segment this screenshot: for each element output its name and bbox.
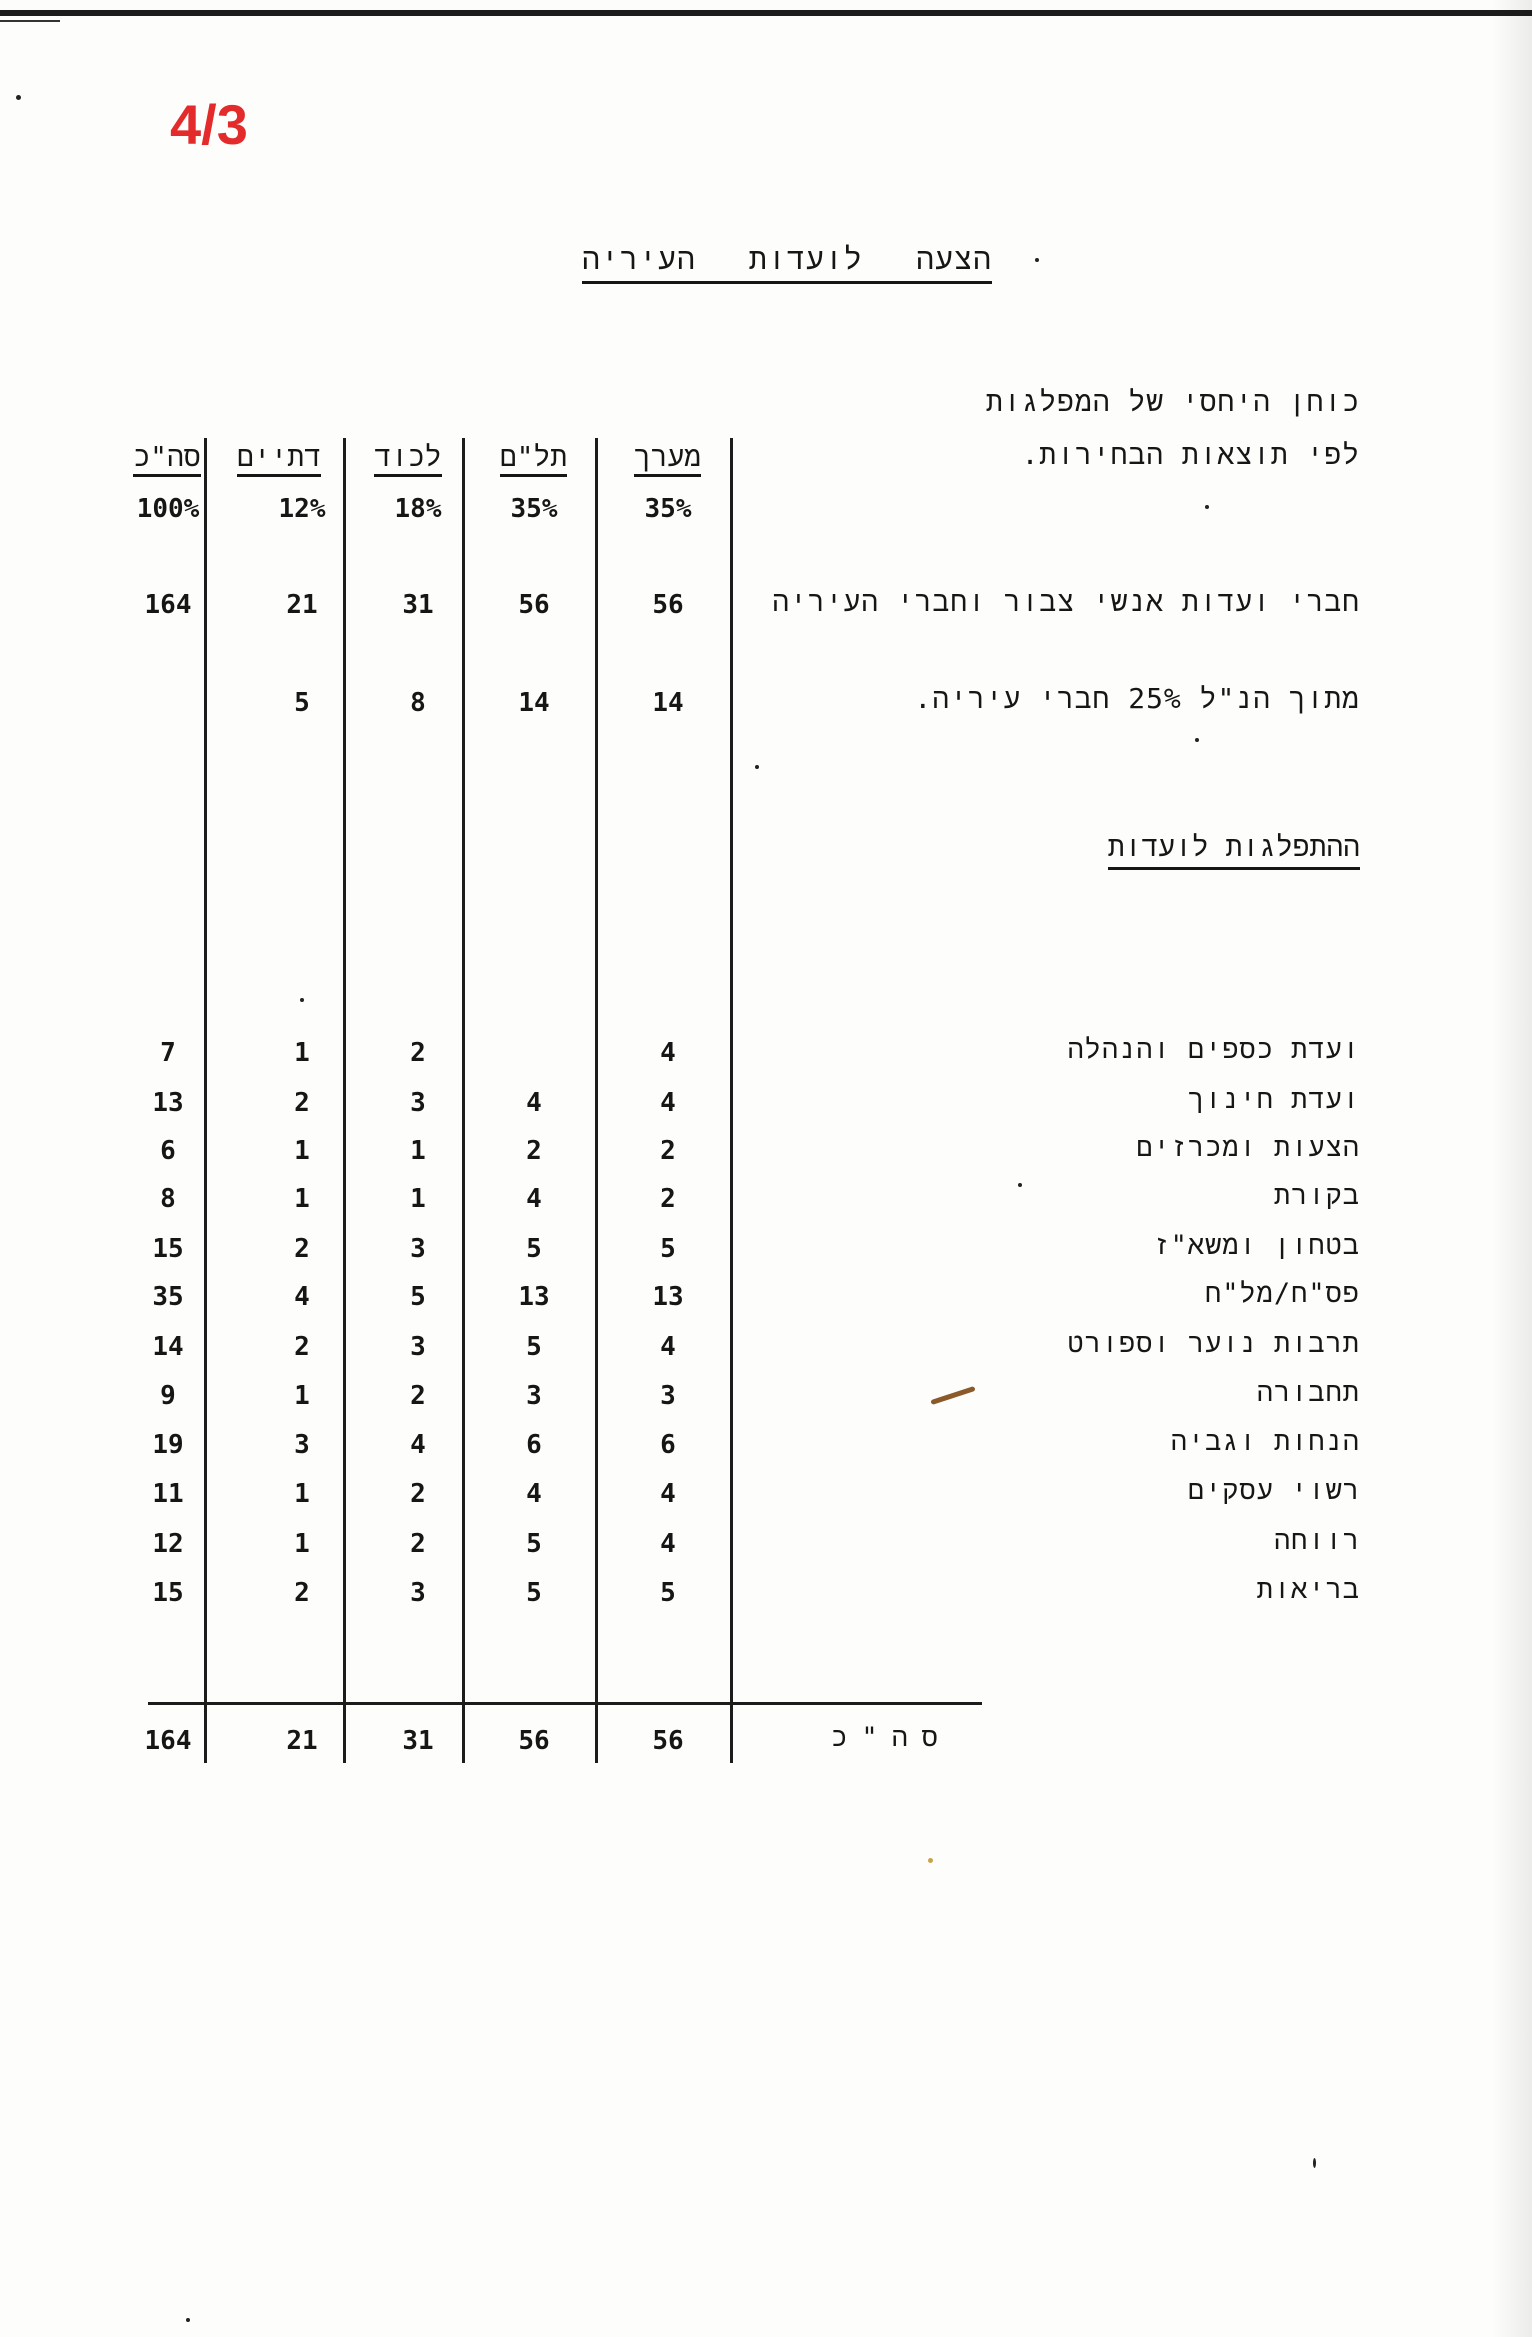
committee-cell: 4	[526, 1479, 542, 1509]
total-separator-line	[148, 1702, 982, 1705]
committee-cell: 15	[152, 1578, 184, 1608]
scan-speck	[1035, 258, 1039, 262]
committee-cell: 7	[160, 1038, 176, 1068]
members-cell: 56	[652, 590, 684, 620]
committee-cell: 1	[294, 1136, 310, 1166]
committee-cell: 19	[152, 1430, 184, 1460]
scan-speck	[1018, 1183, 1022, 1187]
committee-cell: 8	[160, 1184, 176, 1214]
distribution-heading: ההתפלגות לועדות	[1108, 830, 1360, 870]
committee-cell: 13	[152, 1088, 184, 1118]
page-stamp: 4/3	[170, 93, 248, 156]
page-edge-shadow	[1492, 0, 1532, 2337]
committee-cell: 12	[152, 1529, 184, 1559]
members-cell: 31	[402, 590, 434, 620]
intro-line-1: כוחן היחסי של המפלגות	[985, 385, 1360, 418]
committee-cell: 5	[660, 1234, 676, 1264]
top-edge-line	[0, 10, 1532, 16]
committee-cell: 6	[660, 1430, 676, 1460]
header-datiim: דתיים	[219, 440, 339, 484]
committee-name: בקורת	[1273, 1180, 1360, 1211]
committee-cell: 3	[294, 1430, 310, 1460]
members-cell: 21	[286, 590, 318, 620]
committee-cell: 14	[152, 1332, 184, 1362]
council-cell: 14	[518, 688, 550, 718]
committee-cell: 4	[660, 1038, 676, 1068]
proportion-cell: 18%	[394, 494, 442, 524]
committee-cell: 3	[410, 1332, 426, 1362]
top-edge-mark	[0, 20, 60, 22]
committee-name: רווחה	[1273, 1525, 1360, 1556]
committee-cell: 3	[526, 1381, 542, 1411]
council-cell: 14	[652, 688, 684, 718]
header-total: סה"כ	[130, 440, 204, 484]
committee-cell: 4	[660, 1088, 676, 1118]
committee-name: תרבות נוער וספורט	[1067, 1328, 1360, 1359]
committee-cell: 6	[160, 1136, 176, 1166]
committee-name: הנחות וגביה	[1170, 1426, 1360, 1457]
committee-name: בריאות	[1256, 1574, 1360, 1605]
committee-cell: 6	[526, 1430, 542, 1460]
committee-cell: 4	[294, 1282, 310, 1312]
scan-speck	[186, 2318, 190, 2322]
ink-smudge	[930, 1386, 975, 1405]
column-divider	[343, 438, 346, 1763]
committee-cell: 2	[294, 1234, 310, 1264]
committee-cell: 9	[160, 1381, 176, 1411]
committee-name: הצעות ומכרזים	[1136, 1132, 1360, 1163]
intro-line-2: לפי תוצאות הבחירות.	[1021, 438, 1360, 471]
committee-cell: 4	[526, 1184, 542, 1214]
total-cell: 21	[286, 1726, 318, 1756]
committee-cell: 1	[410, 1136, 426, 1166]
members-cell: 56	[518, 590, 550, 620]
committee-cell: 3	[660, 1381, 676, 1411]
council-row-label: מתוך הנ"ל 25% חברי עיריה.	[914, 682, 1360, 715]
scan-speck	[755, 765, 759, 769]
committee-cell: 2	[660, 1184, 676, 1214]
committee-name: בטחון ומשא"ז	[1153, 1230, 1360, 1261]
committee-cell: 2	[410, 1529, 426, 1559]
total-cell: 31	[402, 1726, 434, 1756]
proportion-cell: 100%	[136, 494, 200, 524]
committee-cell: 5	[660, 1578, 676, 1608]
header-likud: לכוד	[358, 440, 458, 484]
committee-cell: 2	[294, 1332, 310, 1362]
committee-cell: 5	[526, 1332, 542, 1362]
committee-cell: 5	[526, 1529, 542, 1559]
council-cell: 5	[294, 688, 310, 718]
total-cell: 164	[144, 1726, 192, 1756]
committee-cell: 5	[526, 1234, 542, 1264]
total-cell: 56	[652, 1726, 684, 1756]
committee-cell: 13	[518, 1282, 550, 1312]
committee-cell: 3	[410, 1088, 426, 1118]
column-divider	[730, 438, 733, 1763]
total-cell: 56	[518, 1726, 550, 1756]
scan-speck	[16, 95, 21, 100]
committee-cell: 13	[652, 1282, 684, 1312]
committee-cell: 4	[410, 1430, 426, 1460]
committee-cell: 1	[294, 1381, 310, 1411]
committee-cell: 4	[660, 1529, 676, 1559]
committee-name: ועדת חינוך	[1187, 1084, 1360, 1115]
committee-cell: 35	[152, 1282, 184, 1312]
committee-cell: 2	[526, 1136, 542, 1166]
scan-speck	[1195, 738, 1199, 742]
council-cell: 8	[410, 688, 426, 718]
header-telem: תל"ם	[477, 440, 590, 484]
committee-cell: 2	[410, 1038, 426, 1068]
committee-cell: 5	[526, 1578, 542, 1608]
committee-cell: 1	[410, 1184, 426, 1214]
committee-cell: 2	[294, 1088, 310, 1118]
committee-cell: 5	[410, 1282, 426, 1312]
members-row-label: חברי ועדות אנשי צבור וחברי העיריה	[772, 585, 1360, 618]
committee-cell: 15	[152, 1234, 184, 1264]
committee-name: תחבורה	[1256, 1377, 1360, 1408]
header-maarach: מערך	[610, 440, 725, 484]
committee-name: פס"ח/מל"ח	[1205, 1278, 1360, 1309]
committee-cell: 4	[526, 1088, 542, 1118]
committee-name: רשוי עסקים	[1187, 1475, 1360, 1506]
members-cell: 164	[144, 590, 192, 620]
scan-speck	[1313, 2158, 1316, 2168]
total-row-label: סה"כ	[831, 1722, 952, 1753]
committee-cell: 4	[660, 1479, 676, 1509]
committee-cell: 11	[152, 1479, 184, 1509]
committee-cell: 2	[294, 1578, 310, 1608]
committee-cell: 3	[410, 1578, 426, 1608]
committee-cell: 1	[294, 1184, 310, 1214]
committee-cell: 1	[294, 1479, 310, 1509]
committee-name: ועדת כספים והנהלה	[1067, 1034, 1360, 1065]
committee-cell: 1	[294, 1038, 310, 1068]
document-title: הצעה לועדות העיריה	[582, 242, 992, 284]
proportion-cell: 35%	[644, 494, 692, 524]
proportion-cell: 12%	[278, 494, 326, 524]
scan-speck	[928, 1858, 933, 1863]
column-divider	[595, 438, 598, 1763]
proportion-cell: 35%	[510, 494, 558, 524]
scan-speck	[300, 998, 304, 1002]
scan-speck	[1205, 505, 1209, 509]
column-divider	[462, 438, 465, 1763]
committee-cell: 4	[660, 1332, 676, 1362]
committee-cell: 2	[660, 1136, 676, 1166]
committee-cell: 2	[410, 1381, 426, 1411]
committee-cell: 1	[294, 1529, 310, 1559]
committee-cell: 2	[410, 1479, 426, 1509]
committee-cell: 3	[410, 1234, 426, 1264]
